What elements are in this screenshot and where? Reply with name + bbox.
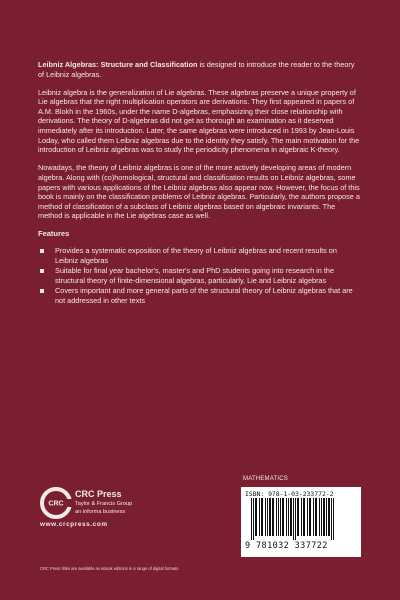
feature-item: Provides a systematic exposition of the theory of Leibniz algebras and recent results on Leibniz algebras: [38, 246, 361, 265]
logo-text: CRC: [48, 500, 64, 508]
barcode-bar: [301, 498, 302, 536]
book-title: Leibniz Algebras: Structure and Classification: [38, 60, 198, 69]
barcode-bar: [331, 498, 332, 540]
barcode-bar: [293, 498, 294, 540]
feature-item: Suitable for final year bachelor's, master's and PhD students going into research in the structural theory of finite-dimensional algebras, particularly, Lie and Leibniz algebras: [38, 266, 361, 285]
crc-logo-icon: [40, 487, 72, 519]
subject-label: MATHEMATICS: [243, 476, 288, 482]
features-heading: Features: [38, 229, 70, 239]
barcode-bar: [288, 498, 289, 536]
barcode-bar: [328, 498, 330, 536]
barcode-bar: [280, 498, 281, 536]
barcode-bar: [272, 498, 274, 536]
publisher-url[interactable]: www.crcpress.com: [40, 521, 108, 528]
barcode-bar: [333, 498, 334, 540]
cover-text: [38, 60, 361, 307]
publisher-name: CRC Press: [75, 489, 122, 499]
barcode-bar: [309, 498, 311, 536]
barcode-bar: [269, 498, 271, 536]
publisher-group: Taylor & Francis Group: [75, 501, 133, 507]
barcode-icon: [251, 498, 351, 540]
feature-item: Covers important and more general parts of the structural theory of Leibniz algebras that are not addressed in other texts: [38, 286, 361, 305]
description-paragraph: Leibniz algebra is the generalization of Lie algebras. These algebras preserve a unique property of Lie algebras that the right multiplication operators are derivations. They first appeared in papers of A.M. Blokh in the 1960s, under the name D-algebras, emphasizing their close relationship with derivations. The theory of D-algebras did not get as thorough an examination as it deserved immediately after its introduction. Later, the same algebras were introduced in 1993 by Jean-Louis Loday, who called them Leibniz algebras due to the identity they satisfy. The main motivation for the introduction of Leibniz algebras was to study the periodicity phenomena in algebraic K-theory.: [38, 87, 360, 155]
barcode-bar: [323, 498, 325, 536]
features-list: [38, 246, 361, 306]
barcode-bar: [253, 498, 254, 540]
barcode-bar: [313, 498, 314, 536]
barcode-panel: [241, 487, 361, 557]
barcode-bar: [267, 498, 268, 536]
barcode-bar: [251, 498, 252, 540]
isbn-text: ISBN: 978-1-03-233772-2: [245, 490, 334, 498]
barcode-bar: [259, 498, 260, 536]
barcode-bar: [295, 498, 296, 540]
barcode-bar: [326, 498, 327, 536]
barcode-bar: [303, 498, 305, 536]
ebook-footnote: CRC Press titles are available as eBook editions in a range of digital formats: [40, 566, 179, 571]
barcode-bar: [282, 498, 284, 536]
barcode-bar: [307, 498, 308, 536]
barcode-bar: [276, 498, 277, 536]
barcode-bar: [290, 498, 292, 536]
barcode-bar: [261, 498, 263, 536]
intro-text: is designed to introduce the reader to the theory of Leibniz algebras.: [38, 60, 355, 79]
barcode-bar: [315, 498, 317, 536]
barcode-digits: 9 781032 337722: [245, 541, 328, 551]
barcode-bar: [255, 498, 257, 536]
barcode-bar: [319, 498, 320, 536]
description-paragraph: Nowadays, the theory of Leibniz algebras is one of the more actively developing areas of modern algebra. Along with (co)homological, structural and classification results on Leibniz algebras, some papers with various applications of the Leibniz algebras also appear now. However, the focus of this book is mainly on the classification problems of Leibniz algebras. Particularly, the authors propose a method of classification of a subclass of Leibniz algebras based on algebraic invariants. The method is applicable in the Lie algebras case as well.: [38, 163, 360, 221]
barcode-bar: [265, 498, 266, 536]
barcode-bar: [286, 498, 287, 536]
publisher-business: an informa business: [75, 509, 126, 515]
barcode-bar: [297, 498, 299, 536]
barcode-bar: [321, 498, 322, 536]
barcode-bar: [278, 498, 279, 536]
intro-paragraph: [38, 60, 361, 79]
